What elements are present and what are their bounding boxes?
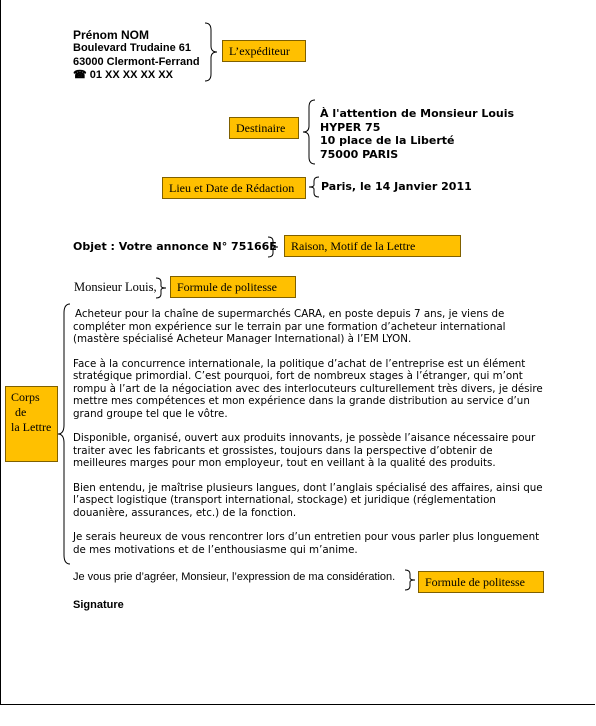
signature: Signature [73, 599, 124, 611]
sender-city: 63000 Clermont-Ferrand [73, 55, 200, 68]
label-destinataire: Destinaire [229, 117, 299, 139]
objet-brace [267, 236, 279, 258]
recipient-city: 75000 PARIS [320, 147, 399, 161]
label-corps-lettre [5, 386, 58, 462]
body-paragraph-4: Bien entendu, je maîtrise plusieurs langues, dont l’anglais spécialisé des affaires, ainsi que l’aspect logistique (transport international, stockage) et juridique (réglementation douanière, assurances, etc.) de la fonction. [73, 481, 543, 519]
recipient-company: HYPER 75 [320, 120, 381, 134]
sender-brace [203, 22, 219, 82]
recipient-block [320, 107, 514, 161]
label-formule-politesse-2: Formule de politesse [418, 571, 544, 593]
closing-formula: Je vous prie d’agréer, Monsieur, l’expression de ma considération. [73, 571, 396, 583]
letter-date: Paris, le 14 Janvier 2011 [321, 180, 472, 193]
label-corps-line2: de [15, 405, 27, 419]
body-paragraph-1: Acheteur pour la chaîne de supermarchés CARA, en poste depuis 7 ans, je viens de compléter mon expérience sur le terrain par une formation d’acheteur international (mastère spécialisé Acheteur Manager International) à l’EM LYON. [73, 308, 506, 345]
sender-phone: ☎ 01 XX XX XX XX [73, 69, 173, 81]
recipient-attention: À l'attention de Monsieur Louis [320, 107, 515, 120]
label-raison: Raison, Motif de la Lettre [284, 235, 461, 257]
sender-block [73, 28, 200, 83]
label-corps-line1: Corps [11, 390, 40, 404]
date-brace [308, 176, 320, 198]
letter-objet: Objet : Votre annonce N° 75166E [73, 240, 277, 253]
label-formule-politesse-1: Formule de politesse [170, 276, 296, 298]
recipient-street: 10 place de la Liberté [320, 134, 455, 147]
label-expediteur: L’expéditeur [222, 40, 306, 62]
closing-brace [404, 569, 416, 591]
body-paragraph-5: Je serais heureux de vous rencontrer lors d’un entretien pour vous parler plus longuement de mes motivations et de l’enthousiasme qui m’anime. [73, 531, 540, 556]
label-lieu-date: Lieu et Date de Rédaction [162, 177, 306, 199]
body-paragraph-2: Face à la concurrence internationale, la politique d’achat de l’entreprise est un élément stratégique primordial. C’est pourquoi, fort de nombreux stages à l’étranger, qui m’ont rompu à l’art de la négociation avec des interlocuteurs culturellement très divers, je désire mettre mes compétences et mon expérience dans la grande distribution au service d’un grand groupe tel que le vôtre. [73, 357, 543, 420]
letter-body [73, 308, 548, 568]
label-corps-line3: la Lettre [11, 420, 52, 434]
sender-name: Prénom NOM [73, 28, 150, 42]
sender-street: Boulevard Trudaine 61 [73, 42, 191, 54]
body-brace [56, 303, 72, 565]
body-paragraph-3: Disponible, organisé, ouvert aux produits innovants, je possède l’aisance nécessaire pour traiter avec les fabricants et grossistes, toujours dans la perspective d’obtenir de meilleures marges pour mon employeur, tout en veillant à la qualité des produits. [73, 432, 536, 469]
salutation: Monsieur Louis, [74, 280, 157, 294]
recipient-brace [301, 99, 317, 165]
salutation-brace [155, 277, 167, 299]
